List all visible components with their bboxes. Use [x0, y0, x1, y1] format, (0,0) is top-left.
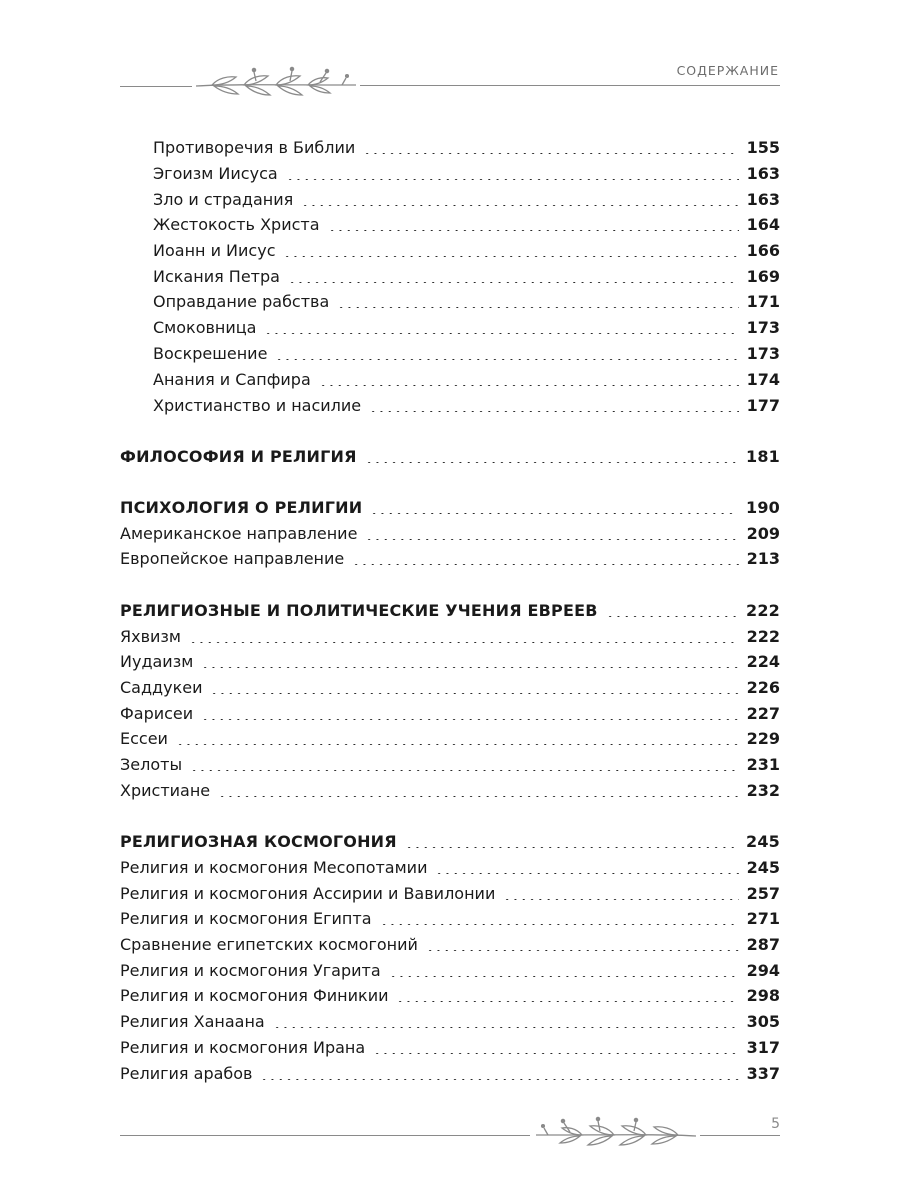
toc-entry[interactable] [120, 627, 780, 649]
dot-leader [435, 873, 738, 874]
toc-chapter[interactable] [120, 498, 780, 520]
dot-leader [606, 616, 738, 617]
dot-leader [218, 796, 738, 797]
toc-entry-title: Эгоизм Иисуса [153, 164, 278, 183]
footer-rule-right [700, 1135, 780, 1136]
toc-page-number: 190 [746, 498, 780, 517]
toc-page-number: 245 [746, 858, 780, 877]
toc-page-number: 305 [746, 1012, 780, 1031]
toc-entry[interactable] [153, 344, 780, 366]
toc-page-number: 173 [746, 318, 780, 337]
toc-entry-title: Религия и космогония Месопотамии [120, 858, 428, 877]
dot-leader [328, 230, 739, 231]
page-number: 5 [771, 1116, 780, 1132]
toc-entry-title: Искания Петра [153, 267, 280, 286]
toc-entry[interactable] [120, 755, 780, 777]
toc-entry[interactable] [120, 1064, 780, 1086]
dot-leader [286, 179, 739, 180]
toc-entry-title: Смоковница [153, 318, 257, 337]
toc-page-number: 171 [746, 292, 780, 311]
toc-page-number: 227 [746, 704, 780, 723]
toc-entry[interactable] [153, 396, 780, 418]
toc-entry-title: Противоречия в Библии [153, 138, 356, 157]
dot-leader [260, 1079, 738, 1080]
toc-page-number: 231 [746, 755, 780, 774]
dot-leader [337, 307, 738, 308]
toc-page-number: 213 [746, 549, 780, 568]
dot-leader [273, 1027, 739, 1028]
toc-page-number: 155 [746, 138, 780, 157]
dot-leader [319, 385, 739, 386]
dot-leader [210, 693, 738, 694]
toc-page-number: 181 [746, 447, 780, 466]
toc-page-number: 257 [746, 884, 780, 903]
dot-leader [363, 153, 738, 154]
toc-page-number: 245 [746, 832, 780, 851]
dot-leader [389, 976, 739, 977]
toc-entry[interactable] [120, 884, 780, 906]
dot-leader [275, 359, 738, 360]
dot-leader [405, 847, 738, 848]
toc-entry[interactable] [153, 241, 780, 263]
toc-page-number: 229 [746, 729, 780, 748]
toc-entry-title: Фарисеи [120, 704, 194, 723]
toc-page-number: 298 [746, 986, 780, 1005]
dot-leader [373, 1053, 738, 1054]
toc-entry-title: Религия и космогония Ирана [120, 1038, 366, 1057]
toc-entry-title: Яхвизм [120, 627, 181, 646]
dot-leader [190, 770, 739, 771]
toc-entry-title: Анания и Сапфира [153, 370, 311, 389]
toc-entry-title: Христианство и насилие [153, 396, 362, 415]
toc-chapter[interactable] [120, 447, 780, 469]
toc-entry-title: Религия и космогония Угарита [120, 961, 381, 980]
toc-entry[interactable] [153, 215, 780, 237]
dot-leader [396, 1001, 738, 1002]
toc-entry-title: Религия и космогония Египта [120, 909, 372, 928]
toc-entry-title: Зло и страдания [153, 190, 294, 209]
dot-leader [189, 642, 739, 643]
toc-page-number: 232 [746, 781, 780, 800]
toc-page-number: 164 [746, 215, 780, 234]
toc-entry[interactable] [120, 858, 780, 880]
dot-leader [503, 899, 738, 900]
dot-leader [369, 411, 738, 412]
toc-page-number: 224 [746, 652, 780, 671]
footer-rule-left [120, 1135, 530, 1136]
toc-entry-title: Жестокость Христа [153, 215, 320, 234]
toc-entry[interactable] [120, 1012, 780, 1034]
toc-entry[interactable] [120, 652, 780, 674]
dot-leader [288, 282, 739, 283]
dot-leader [301, 205, 738, 206]
toc-chapter-title: ФИЛОСОФИЯ И РЕЛИГИЯ [120, 447, 357, 466]
toc-entry[interactable] [153, 164, 780, 186]
toc-entry-title: Иудаизм [120, 652, 194, 671]
toc-entry[interactable] [120, 524, 780, 546]
toc-page-number: 163 [746, 190, 780, 209]
toc-chapter[interactable] [120, 832, 780, 854]
toc-entry[interactable] [120, 678, 780, 700]
dot-leader [201, 667, 738, 668]
toc-entry[interactable] [120, 935, 780, 957]
toc-entry[interactable] [120, 909, 780, 931]
toc-page-number: 271 [746, 909, 780, 928]
dot-leader [365, 462, 738, 463]
toc-entry[interactable] [153, 267, 780, 289]
dot-leader [426, 950, 739, 951]
toc-entry-title: Религия Ханаана [120, 1012, 265, 1031]
toc-entry-title: Зелоты [120, 755, 183, 774]
toc-entry-title: Ессеи [120, 729, 168, 748]
toc-entry-title: Сравнение египетских космогоний [120, 935, 418, 954]
running-header: СОДЕРЖАНИЕ [676, 63, 779, 78]
toc-entry[interactable] [153, 370, 780, 392]
toc-entry-title: Иоанн и Иисус [153, 241, 276, 260]
toc-entry-title: Оправдание рабства [153, 292, 330, 311]
toc-entry[interactable] [120, 704, 780, 726]
toc-entry-title: Американское направление [120, 524, 358, 543]
toc-entry[interactable] [153, 292, 780, 314]
leaf-branch-icon [532, 1114, 700, 1152]
toc-entry-title: Саддукеи [120, 678, 203, 697]
toc-entry[interactable] [120, 549, 780, 571]
toc-chapter-title: РЕЛИГИОЗНЫЕ И ПОЛИТИЧЕСКИЕ УЧЕНИЯ ЕВРЕЕВ [120, 601, 598, 620]
toc-entry-title: Религия арабов [120, 1064, 253, 1083]
toc-chapter[interactable] [120, 601, 780, 623]
dot-leader [380, 924, 739, 925]
dot-leader [264, 333, 738, 334]
toc-entry[interactable] [153, 318, 780, 340]
dot-leader [201, 719, 738, 720]
toc-entry-title: Христиане [120, 781, 211, 800]
toc-page-number: 294 [746, 961, 780, 980]
toc-entry[interactable] [120, 961, 780, 983]
toc-entry-title: Религия и космогония Финикии [120, 986, 389, 1005]
toc-entry[interactable] [120, 1038, 780, 1060]
dot-leader [176, 744, 739, 745]
toc-page-number: 226 [746, 678, 780, 697]
toc-page-number: 209 [746, 524, 780, 543]
toc-entry[interactable] [153, 190, 780, 212]
toc-entry[interactable] [120, 986, 780, 1008]
toc-page-number: 287 [746, 935, 780, 954]
dot-leader [365, 539, 738, 540]
toc-page-number: 163 [746, 164, 780, 183]
toc-chapter-title: РЕЛИГИОЗНАЯ КОСМОГОНИЯ [120, 832, 397, 851]
toc-page-number: 174 [746, 370, 780, 389]
dot-leader [283, 256, 738, 257]
toc-page-number: 166 [746, 241, 780, 260]
toc-chapter-title: ПСИХОЛОГИЯ О РЕЛИГИИ [120, 498, 363, 517]
toc-entry-title: Воскрешение [153, 344, 268, 363]
toc-page-number: 337 [746, 1064, 780, 1083]
toc-page-number: 173 [746, 344, 780, 363]
toc-entry-title: Европейское направление [120, 549, 345, 568]
toc-page-number: 177 [746, 396, 780, 415]
toc-page-number: 317 [746, 1038, 780, 1057]
dot-leader [370, 513, 738, 514]
toc-page-number: 169 [746, 267, 780, 286]
toc-entry[interactable] [153, 138, 780, 160]
toc-page-number: 222 [746, 601, 780, 620]
toc-entry-title: Религия и космогония Ассирии и Вавилонии [120, 884, 496, 903]
dot-leader [352, 564, 738, 565]
toc-entry[interactable] [120, 781, 780, 803]
toc-entry[interactable] [120, 729, 780, 751]
toc-page-number: 222 [746, 627, 780, 646]
